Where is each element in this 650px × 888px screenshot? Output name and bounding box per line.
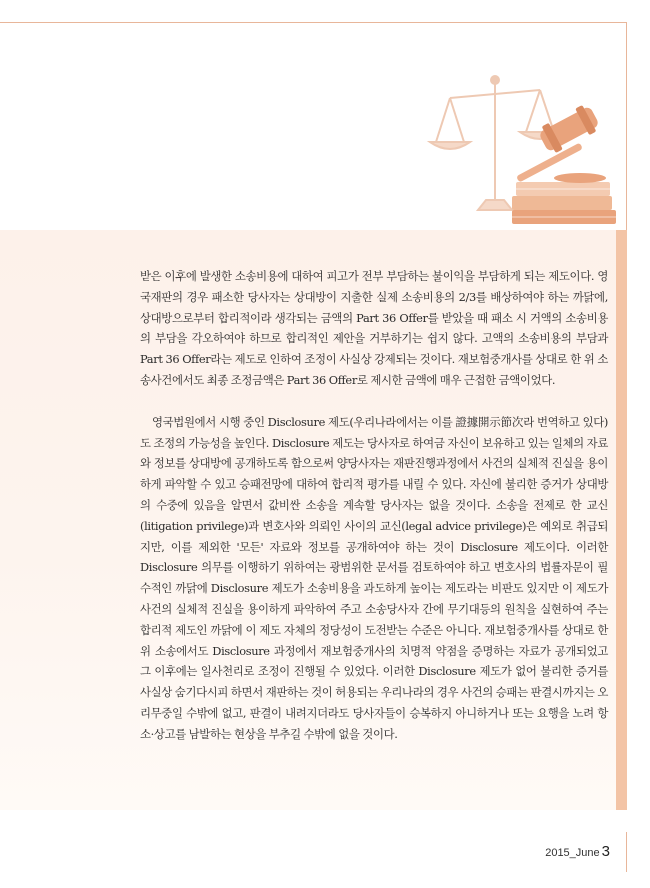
paragraph: 영국법원에서 시행 중인 Disclosure 제도(우리나라에서는 이를 證據開示節次라 번역하고 있다)도 조정의 가능성을 높인다. Disclosure 제도는 당사자로 하여금 자신이 보유하고 있는 일체의 자료와 정보를 상대방에 공개하도록 함으로써 양당사자는 재판진행과정에서 사건의 실체적 진실을 용이하게 파악할 수 있고 승패전망에 대하여 합리적 평가를 내릴 수 있다. 자신에 불리한 증거가 상대방의 수중에 있음을 알면서 값비싼 소송을 계속할 당사자는 없을 것이다. 소송을 전제로 한 교신(litigation privilege)과 변호사와 의뢰인 사이의 교신(legal advice privilege)은 예외로 취급되지만, 이를 제외한 '모든' 자료와 정보를 공개하여야 하는 것이 Disclosure 제도이다. 이러한 Disclosure 의무를 이행하기 위하여는 광범위한 문서를 검토하여야 하고 변호사의 법률자문이 필수적인 까닭에 Disclosure 제도가 소송비용을 과도하게 높이는 제도라는 비판도 있지만 이 제도가 사건의 실체적 진실을 용이하게 파악하여 주고 소송당사자 간에 무기대등의 원칙을 실현하여 주는 합리적 제도인 까닭에 이 제도 자체의 정당성이 도전받는 수준은 아니다. 재보험중개사를 상대로 한 위 소송에서도 Disclosure 과정에서 재보험중개사의 치명적 약점을 증명하는 자료가 공개되었고 그 이후에는 일사천리로 조정이 진행될 수 있었다. 이러한 Disclosure 제도가 없어 불리한 증거를 사실상 숨기다시피 하면서 재판하는 것이 허용되는 우리나라의 경우 사건의 승패는 판결시까지는 오리무중일 수밖에 없고, 판결이 내려지더라도 당사자들이 승복하지 아니하거나 또는 요행을 노려 항소·상고를 남발하는 현상을 부추길 수밖에 없을 것이다. [140,414,608,741]
decorative-frame-bottom [626,832,627,872]
page-number: 3 [601,843,610,860]
paragraph: 받은 이후에 발생한 소송비용에 대하여 피고가 전부 부담하는 불이익을 부담하게 되는 제도이다. 영국재판의 경우 패소한 당사자는 상대방이 지출한 실제 소송비용의 2/3를 배상하여야 하는 까닭에, 상대방으로부터 합리적이라 생각되는 금액의 Part 36 Offer를 받았을 때 패소 시 거액의 소송비용의 부담을 각오하여야 하므로 합리적인 제안을 거부하기는 쉽지 않다. 고액의 소송비용의 부담과 Part 36 Offer라는 제도로 인하여 조정이 사실상 강제되는 것이다. 재보험중개사를 상대로 한 위 소송사건에서도 최종 조정금액은 Part 36 Offer로 제시한 금액에 매우 근접한 금액이었다. [140,269,608,387]
scales-of-justice-and-gavel-icon [400,60,620,230]
decorative-side-bar [616,230,627,810]
article-body [140,266,608,745]
issue-label: 2015_June [545,847,600,859]
page-footer [545,843,610,860]
